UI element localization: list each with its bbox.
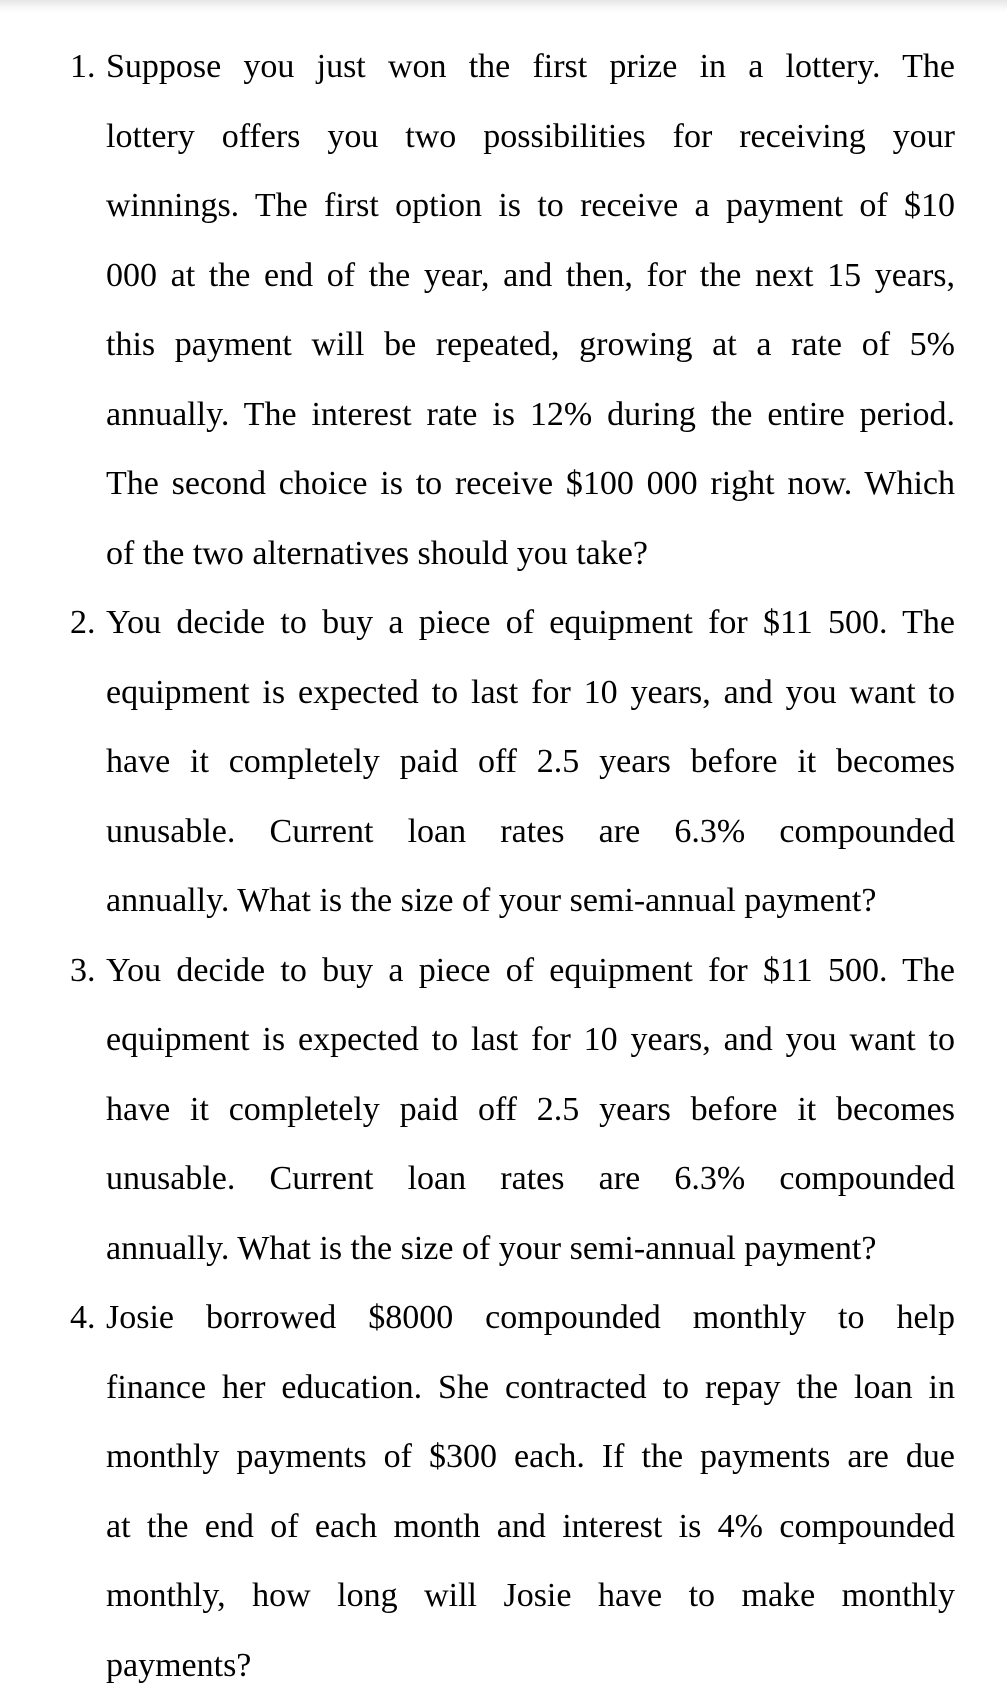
problem-text-line: You decide to buy a piece of equipment for $11 500. The <box>106 936 955 1006</box>
problem-text-line: annually. What is the size of your semi-annual payment? <box>106 866 955 936</box>
problem-number: 1. <box>70 32 96 102</box>
problem-text-line: winnings. The first option is to receive a payment of $10 <box>106 171 955 241</box>
problem-text-line: have it completely paid off 2.5 years before it becomes <box>106 727 955 797</box>
problem-text-line: lottery offers you two possibilities for receiving your <box>106 102 955 172</box>
problem-text-line: Suppose you just won the first prize in a lottery. The <box>106 32 955 102</box>
problem-text-line: unusable. Current loan rates are 6.3% compounded <box>106 797 955 867</box>
problem-text-line: equipment is expected to last for 10 years, and you want to <box>106 658 955 728</box>
problem-4 <box>70 1283 955 1700</box>
problem-3 <box>70 936 955 1284</box>
problem-text-line: have it completely paid off 2.5 years before it becomes <box>106 1075 955 1145</box>
problem-2 <box>70 588 955 936</box>
problem-text-line: 000 at the end of the year, and then, for the next 15 years, <box>106 241 955 311</box>
problem-text-line: Josie borrowed $8000 compounded monthly to help <box>106 1283 955 1353</box>
problem-text-line: equipment is expected to last for 10 years, and you want to <box>106 1005 955 1075</box>
problem-text-line: The second choice is to receive $100 000 right now. Which <box>106 449 955 519</box>
problem-text-line: payments? <box>106 1631 955 1700</box>
problem-list <box>70 32 955 1700</box>
problem-text-line: of the two alternatives should you take? <box>106 519 955 589</box>
problem-text-line: at the end of each month and interest is 4% compounded <box>106 1492 955 1562</box>
problem-text-line: monthly, how long will Josie have to make monthly <box>106 1561 955 1631</box>
top-edge-shadow <box>0 0 1007 12</box>
problem-1 <box>70 32 955 588</box>
problem-text-line: unusable. Current loan rates are 6.3% compounded <box>106 1144 955 1214</box>
problem-number: 2. <box>70 588 96 658</box>
problem-text-line: You decide to buy a piece of equipment for $11 500. The <box>106 588 955 658</box>
problem-text-line: annually. The interest rate is 12% during the entire period. <box>106 380 955 450</box>
problem-number: 4. <box>70 1283 96 1353</box>
problem-text-line: monthly payments of $300 each. If the payments are due <box>106 1422 955 1492</box>
document-body <box>70 32 955 1700</box>
problem-text-line: finance her education. She contracted to repay the loan in <box>106 1353 955 1423</box>
problem-text-line: this payment will be repeated, growing at a rate of 5% <box>106 310 955 380</box>
problem-text-line: annually. What is the size of your semi-annual payment? <box>106 1214 955 1284</box>
problem-number: 3. <box>70 936 96 1006</box>
